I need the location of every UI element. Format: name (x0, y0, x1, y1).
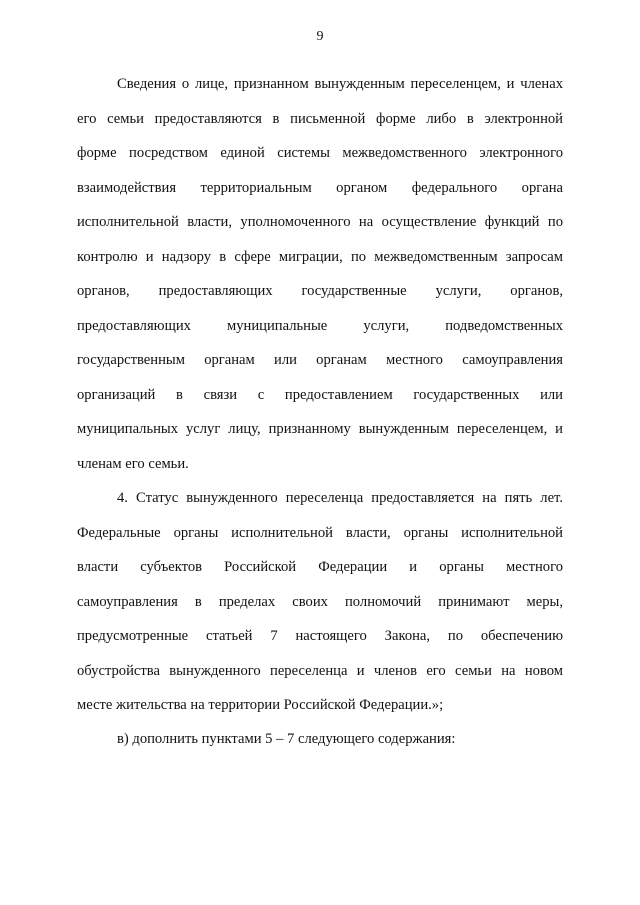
text-line: 4. Статус вынужденного переселенца предоставляется на пять лет. (117, 490, 563, 506)
text-line: членам его семьи. (77, 455, 189, 472)
text-line: в) дополнить пунктами 5 – 7 следующего содержания: (117, 731, 456, 747)
paragraph-info-provision (77, 67, 563, 481)
text-line: взаимодействия территориальным органом федерального органа (77, 179, 563, 196)
paragraph (77, 481, 563, 723)
text-line: власти субъектов Российской Федерации и органы местного (77, 559, 563, 575)
text-line: самоуправления в пределах своих полномочий принимают меры, (77, 593, 563, 610)
paragraph (77, 67, 563, 481)
page-number: 9 (316, 29, 324, 44)
paragraph-amendment (77, 722, 563, 757)
text-line: месте жительства на территории Российской Федерации.»; (77, 697, 444, 713)
text-line: обустройства вынужденного переселенца и членов его семьи на новом (77, 662, 563, 679)
text-line: Сведения о лице, признанном вынужденным переселенцем, и членах (117, 76, 563, 92)
text-line: государственным органам или органам местного самоуправления (77, 352, 563, 368)
paragraph (77, 722, 563, 757)
text-line: исполнительной власти, уполномоченного на осуществление функций по (77, 214, 563, 230)
text-line: Федеральные органы исполнительной власти, органы исполнительной (77, 524, 563, 541)
paragraph-status-term (77, 481, 563, 723)
text-line: предусмотренные статьей 7 настоящего Закона, по обеспечению (77, 628, 563, 644)
text-line: организаций в связи с предоставлением государственных или (77, 386, 563, 403)
text-line: муниципальных услуг лицу, признанному вынужденным переселенцем, и (77, 421, 563, 437)
text-line: форме посредством единой системы межведомственного электронного (77, 145, 563, 161)
text-line: его семьи предоставляются в письменной форме либо в электронной (77, 110, 563, 127)
text-line: органов, предоставляющих государственные услуги, органов, (77, 283, 563, 299)
text-line: контролю и надзору в сфере миграции, по межведомственным запросам (77, 248, 563, 265)
text-line: предоставляющих муниципальные услуги, подведомственных (77, 317, 563, 334)
